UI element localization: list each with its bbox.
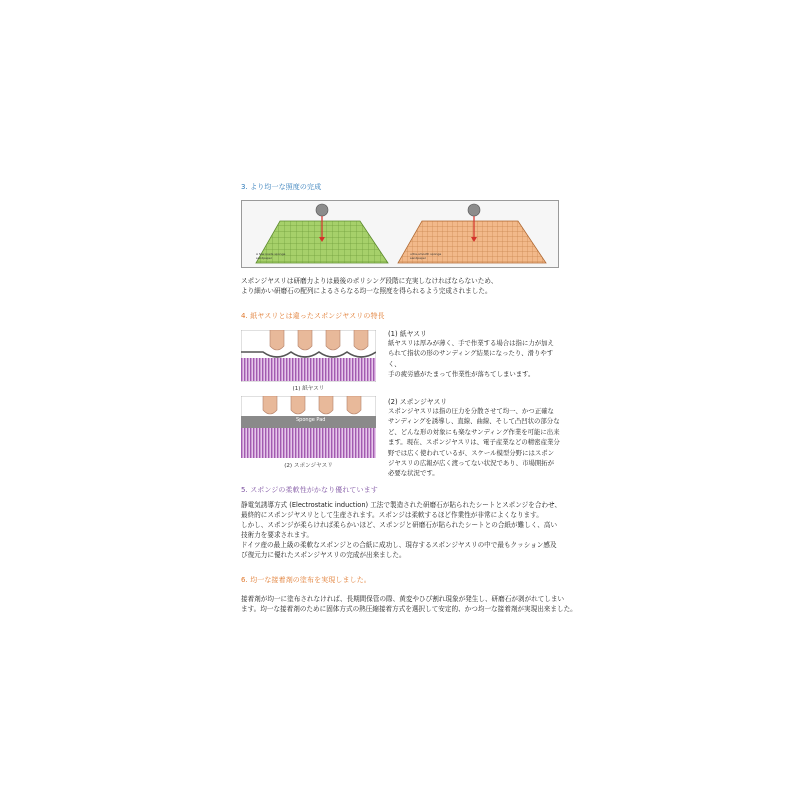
sandpaper-illustration (241, 330, 376, 382)
sponge-pad-label: Sponge Pad (296, 417, 326, 423)
section4-title: 4. 紙ヤスリとは違ったスポンジヤスリの特長 (241, 312, 385, 320)
section5-line: び復元力に優れたスポンジヤスリの完成が出来ました。 (241, 551, 406, 559)
section3-paragraph (241, 276, 497, 296)
section5-line: しかし、スポンジが柔らければ柔らかいほど、スポンジと研磨石が貼られたシートとの合紙が難しく、高い (241, 521, 558, 529)
item2-line: ます。現在、スポンジヤスリは、電子産業などの精密産業分 (388, 438, 560, 447)
right-sheet-label: ultra-smooth sponge sandpaper (410, 252, 442, 260)
item2-title: (2) スポンジヤスリ (388, 398, 448, 406)
section3-title: 3. より均一な照度の完成 (241, 183, 322, 191)
section3-line2: より細かい研磨石の配列によるさらなる均一な照度を得られるよう完成されました。 (241, 287, 492, 295)
left-sheet-label: A few-loads sponge sandpaper (256, 252, 286, 260)
item2-line: 必要な状況です。 (388, 469, 439, 478)
item1-line: られて指状の形のサンディング結果になったり、滑りやすく、 (388, 349, 554, 368)
abrasive-stone-left (316, 204, 328, 216)
item1-line: 紙ヤスリは厚みが薄く、手で作業する場合は指に力が加え (388, 339, 554, 347)
section5-line: ドイツ産の最上級の柔軟なスポンジとの合紙に成功し、現存するスポンジヤスリの中で最もクッション感及 (241, 541, 557, 549)
item2-line: サンディングを誘導し、直線、曲線、そして凸凹状の部分な (388, 417, 560, 426)
section3-line1: スポンジヤスリは研磨力よりは最後のポリシング段階に充実しなければならないため、 (241, 277, 498, 285)
item2-line: スポンジヤスリは指の圧力を分散させて均一、かつ正確な (388, 407, 554, 415)
abrasive-comparison-figure (241, 200, 559, 268)
sponge-illustration (241, 396, 376, 458)
section6-paragraph (241, 594, 577, 614)
item1-line: 手の疲労感がたまって作業性が落ちてしまいます。 (388, 370, 535, 379)
section5-title: 5. スポンジの柔軟性がかなり優れています (241, 486, 378, 494)
section6-title: 6. 均一な接着剤の塗布を実現しました。 (241, 576, 371, 584)
item1-title: (1) 紙ヤスリ (388, 330, 427, 338)
section6-line: 接着剤が均一に塗布されなければ、長期間保管の際、黄変やひび割れ現象が発生し、研磨石が剥がれてしまい (241, 595, 565, 603)
section5-line: 最終的にスポンジヤスリとして生産されます。スポンジは柔軟するほど作業性が非常によくなります。 (241, 511, 543, 519)
sponge-caption: (2) スポンジヤスリ (284, 463, 333, 469)
item2-line: 野では広く使われているが、スケール模型分野にはスポン (388, 448, 555, 457)
item2-description (388, 406, 563, 479)
sandpaper-caption: (1) 紙ヤスリ (292, 386, 325, 392)
item2-line: ど、どんな形の対象にも楽なサンディング作業を可能に出来 (388, 427, 560, 436)
section5-line: 技術力を要求されます。 (241, 531, 314, 539)
section5-paragraph (241, 500, 561, 560)
item2-line: ジヤスリの広報が広く渡ってない状況であり、市場開拓が (388, 459, 555, 468)
section6-line: ます。均一な接着剤のために固体方式の熱圧縮接着方式を選択して安定的、かつ均一な接着剤が実現出来ました。 (241, 605, 577, 613)
item1-description (388, 338, 563, 380)
section5-line: 静電気誘導方式 (Electrostatic induction) 工法で製造された研磨石が貼られたシートとスポンジを合わせ、 (241, 501, 562, 509)
abrasive-stone-right (468, 204, 480, 216)
